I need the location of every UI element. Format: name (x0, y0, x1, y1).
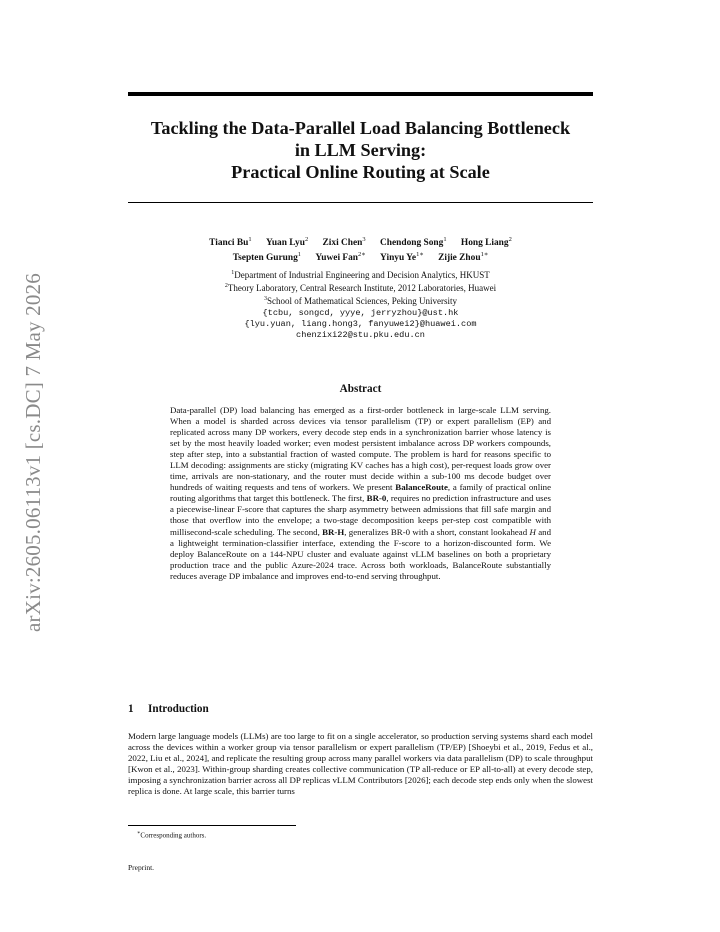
paper-title (118, 117, 603, 183)
affiliation: $^1$Department of Industrial Engineering and Decision Analytics, HKUST (231, 270, 490, 280)
section-number: 1 (128, 703, 134, 715)
algorithm-name: BR-H (322, 526, 345, 537)
author: Tianci Bu$^1$ (209, 236, 252, 249)
author: Yinyu $Ye^{1∗}$ (380, 251, 424, 264)
introduction-text: Modern large language models (LLMs) are too large to fit on a single accelerator, so production serving systems shard each model across the devices within a worker group via tensor parallelism or expert parallelism (TP/EP) [Shoeybi et al., 2019, Fedus et al., 2022, Liu et al., 2024], and replicate the resulting group across many parallel workers via data parallelism (DP) to scale throughput [Kwon et al., 2023]. Within-group sharding creates collective communication (TP all-reduce or EP all-to-all) at every decode step, imposing a synchronization barrier across all DP replicas vLLM Contributors [2026]; each decode step ends only when the slowest replica is done. At large scale, this barrier turns (128, 731, 593, 797)
abstract-text: Data-parallel (DP) load balancing has emerged as a first-order bottleneck in large-scale LLM serving. When a model is sharded across devices via tensor parallelism (TP) or expert parallelism (EP) and replicated across many DP workers, every decode step ends in a synchronization barrier whose latency is set by the most heavily loaded worker; even modest persistent imbalance across DP workers compounds, step after step, into a substantial fraction of wasted compute. The problem is hard for reasons specific to LLM decoding: assignments are sticky (migrating KV caches has a high cost), per-request loads grow over time, arrivals are non-stationary, and the router must decide within a sub-100 ms decode budget over hundreds of waiting requests and tens of workers. We present BalanceRoute, a family of practical online routing algorithms that target this bottleneck. The first, BR-0, requires no prediction infrastructure and uses a piecewise-linear F-score that captures the sharp asymmetry between admissions that fill safe margin and those that overflow into the envelope; a two-stage decomposition keeps per-step cost compatible with millisecond-scale scheduling. The second, BR-H, generalizes BR-0 with a short, constant lookahead H and a lightweight termination-classifier interface, extending the F-score to a horizon-discounted form. We deploy BalanceRoute on a 144-NPU cluster and evaluate against vLLM baselines on both a proprietary production trace and the public Azure-2024 trace. Across both workloads, BalanceRoute substantially reduces average DP imbalance and improves end-to-end serving throughput. (170, 405, 551, 581)
email-line: {tcbu, songcd, yyye, jerryzhou}@ust.hk (262, 307, 459, 318)
email-line: {lyu.yuan, liang.hong3, fanyuwei2}@huawei.com (244, 318, 477, 329)
affiliation: $^2$Theory Laboratory, Central Research Institute, 2012 Laboratories, Huawei (224, 283, 497, 294)
section-heading-introduction (128, 703, 593, 715)
math-symbol: H (529, 526, 536, 537)
author: Yuwei Fan$^{2∗}$ (315, 251, 366, 264)
author: Hong Liang$^2$ (460, 236, 512, 249)
system-name: BalanceRoute (395, 482, 448, 493)
footnote-mark: ∗ (137, 831, 141, 836)
preprint-label: Preprint. (128, 863, 155, 872)
author: Zixi Chen$^3$ (322, 236, 366, 249)
email-line: chenzixi22@stu.pku.edu.cn (296, 330, 425, 341)
footnote: ∗Corresponding authors. (137, 831, 207, 840)
footnote-rule (128, 825, 296, 826)
author-list (118, 234, 603, 264)
title-line: Practical Online Routing at Scale (231, 162, 490, 182)
author: Zijie Zhou$^{1∗}$ (438, 251, 489, 264)
arxiv-identifier-stamp (14, 262, 52, 642)
author: Yuan Lyu$^2$ (265, 236, 309, 249)
title-top-rule (128, 92, 593, 96)
title-bottom-rule (128, 202, 593, 203)
algorithm-name: BR-0 (366, 493, 387, 504)
title-line: in LLM Serving: (294, 140, 427, 160)
arxiv-identifier-text: arXiv:2605.06113v1 [cs.DC] 7 May 2026 (20, 272, 45, 632)
affiliations (118, 268, 603, 341)
affiliation: $^3$School of Mathematical Sciences, Peking University (264, 296, 457, 307)
author-line-2 (118, 249, 603, 264)
title-line: Tackling the Data-Parallel Load Balancing Bottleneck (150, 118, 571, 138)
abstract-heading: Abstract (339, 383, 382, 395)
author-line-1 (118, 234, 603, 249)
author: Chendong Song$^1$ (380, 236, 447, 249)
author: Tsepten Gurung$^1$ (232, 251, 302, 264)
section-title: Introduction (148, 703, 209, 715)
